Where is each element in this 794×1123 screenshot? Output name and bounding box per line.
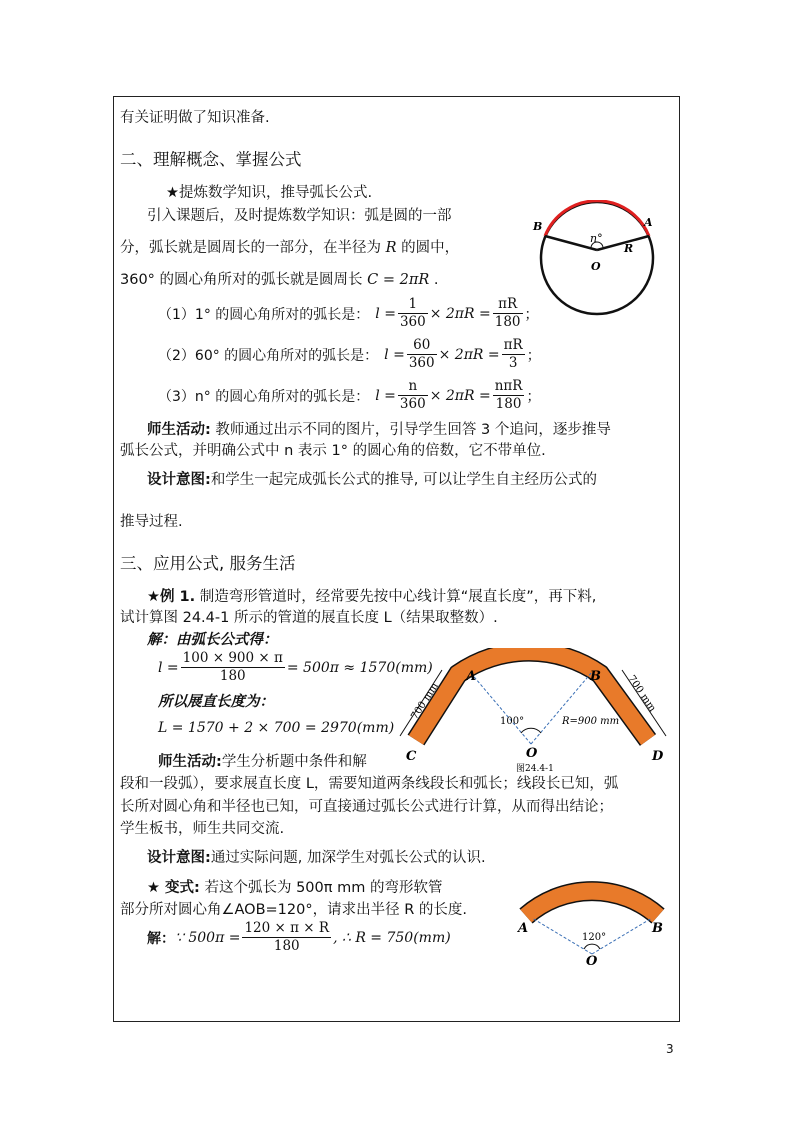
variant-angle-mark — [584, 944, 600, 949]
arc-highlight — [545, 201, 649, 236]
variant-solution: 解： ∵ 500π = $\frac{120 \times \pi \times R}{180}$ , ∴ R = 750(mm) — [147, 920, 451, 954]
solution-equation: l = $\frac{100 \times 900 \times \pi}{180}$ = 500π ≈ 1570(mm) — [158, 650, 433, 684]
page-number: 3 — [666, 1042, 674, 1056]
pipe-label-O: O — [526, 746, 538, 761]
total-length-label: 所以展直长度为： — [158, 693, 274, 710]
solution-label: 解：由弧长公式得： — [147, 631, 278, 648]
example-line-1: ★例 1. 制造弯形管道时，经常要先按中心线计算“展直长度”，再下料, — [147, 589, 597, 605]
arc-circle-figure — [530, 200, 660, 320]
activity-3-line-2: 段和一段弧），要求展直长度 L，需要知道两条线段长和弧长；线段长已知，弧 — [120, 776, 619, 792]
radius-OA — [597, 236, 649, 250]
section-2-heading: 二、理解概念、掌握公式 — [120, 150, 302, 169]
formula-item-1: （1）1° 的圆心角所对的弧长是： l = $\frac{1}{360}$ × 2πR = $\frac{\pi R}{180}$ ； — [158, 296, 539, 330]
variant-label-A: A — [518, 921, 529, 936]
activity-3-line-1: 师生活动:学生分析题中条件和解 — [158, 754, 367, 770]
variant-pipe-figure — [512, 866, 674, 966]
label-R: R — [624, 242, 634, 255]
formula-item-3: （3）n° 的圆心角所对的弧长是： l = $\frac{n}{360}$ × 2πR = $\frac{\text{nπR}}{180}$ ； — [158, 378, 541, 412]
activity-2-line-1: 师生活动: 教师通过出示不同的图片，引导学生回答 3 个追问，逐步推导 — [147, 422, 611, 438]
right-length: 700 mm — [625, 673, 658, 714]
para-line-3: 360° 的圆心角所对的弧长就是圆周长 C = 2πR . — [120, 272, 439, 288]
pipe-angle: 100° — [500, 716, 525, 727]
pipe-radius: R=900 mm — [562, 716, 620, 727]
variant-label-B: B — [652, 921, 663, 936]
intro-line: 有关证明做了知识准备. — [120, 110, 270, 126]
formula-item-2: （2）60° 的圆心角所对的弧长是： l = $\frac{60}{360}$ × 2πR = $\frac{\pi R}{3}$ ； — [158, 337, 541, 371]
pipe-angle-mark — [521, 728, 541, 733]
label-angle-n: n° — [590, 232, 603, 245]
variant-angle: 120° — [582, 932, 607, 943]
radius-OB-dashed — [531, 672, 592, 744]
total-length-equation: L = 1570 + 2 × 700 = 2970(mm) — [158, 720, 395, 736]
radius-OA-dashed — [470, 672, 531, 744]
pipe-label-A: A — [466, 669, 477, 684]
label-A: A — [644, 216, 653, 229]
pipe-label-D: D — [652, 749, 664, 764]
label-B: B — [533, 220, 543, 233]
star-line: ★提炼数学知识，推导弧长公式. — [166, 185, 373, 201]
para-line-1: 引入课题后，及时提炼数学知识：弧是圆的一部 — [147, 208, 452, 224]
activity-3-line-3: 长所对圆心角和半径也已知，可直接通过弧长公式进行计算，从而得出结论； — [120, 799, 613, 815]
variant-line-1: ★ 变式: 若这个弧长为 500π mm 的弯形软管 — [147, 880, 443, 896]
pipe-figure — [396, 648, 680, 774]
example-line-2: 试计算图 24.4-1 所示的管道的展直长度 L（结果取整数）. — [120, 610, 498, 626]
para-line-2: 分，弧长就是圆周长的一部分，在半径为 R 的圆中， — [120, 240, 460, 256]
intent-2-line-2: 推导过程. — [120, 514, 183, 530]
variant-line-2: 部分所对圆心角∠AOB=120°，请求出半径 R 的长度. — [120, 902, 468, 918]
left-length: 700 mm — [409, 681, 441, 722]
activity-2-line-2: 弧长公式，并明确公式中 n 表示 1° 的圆心角的倍数，它不带单位. — [120, 443, 546, 459]
intent-2-line-1: 设计意图:和学生一起完成弧长公式的推导, 可以让学生自主经历公式的 — [147, 472, 598, 488]
variant-label-O: O — [586, 954, 598, 966]
intent-3-line: 设计意图:通过实际问题, 加深学生对弧长公式的认识. — [147, 850, 486, 866]
activity-3-line-4: 学生板书，师生共同交流. — [120, 821, 285, 837]
pipe-label-C: C — [406, 749, 417, 764]
section-3-heading: 三、应用公式, 服务生活 — [120, 554, 296, 573]
pipe-label-B: B — [590, 669, 601, 684]
label-O: O — [591, 260, 601, 273]
pipe-caption: 图24.4-1 — [516, 764, 554, 774]
